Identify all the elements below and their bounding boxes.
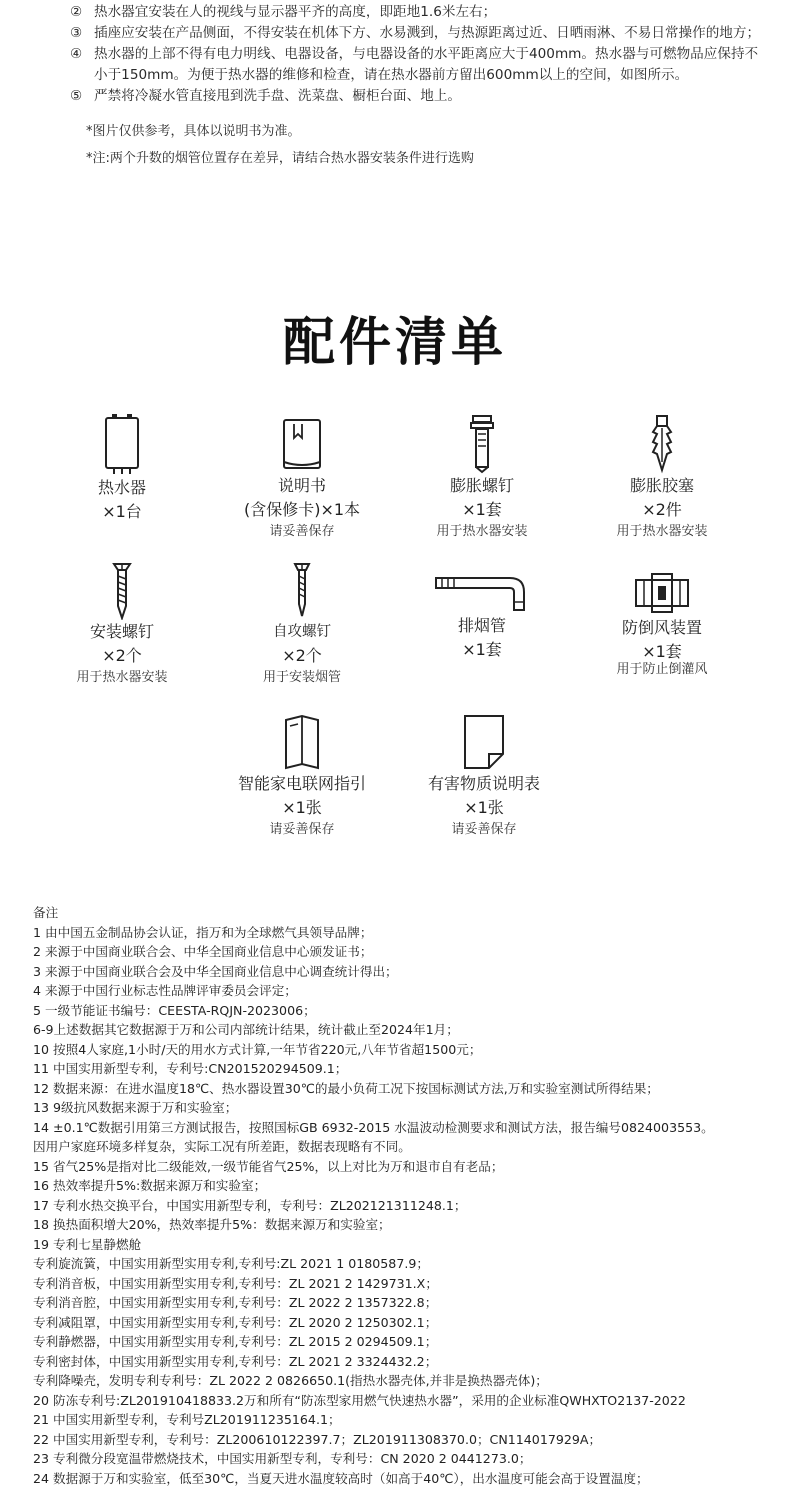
accessory-qty: ×2个 — [102, 646, 142, 665]
accessory-smart-guide — [212, 712, 392, 840]
guide-booklet-icon — [282, 712, 322, 772]
remark-line: 专利旋流簧，中国实用新型实用专利,专利号:ZL 2021 1 0180587.9； — [33, 1256, 429, 1271]
section-title: 配件清单 — [282, 313, 507, 373]
accessory-qty: ×1张 — [464, 798, 504, 817]
accessory-hazard-table — [394, 712, 574, 840]
remark-line: 专利静燃器，中国实用新型实用专利,专利号：ZL 2015 2 0294509.1； — [33, 1334, 438, 1349]
accessory-name: 膨胀胶塞 — [629, 476, 694, 495]
accessory-name: 说明书 — [277, 476, 326, 495]
remark-line: 16 热效率提升5%:数据来源万和实验室； — [33, 1178, 267, 1193]
note-text: 热水器宜安装在人的视线与显示器平齐的高度，即距地1.6米左右； — [94, 4, 497, 20]
anti-backdraft-icon — [632, 572, 692, 616]
accessory-qty: ×1套 — [462, 640, 502, 659]
exhaust-pipe-icon — [434, 574, 530, 614]
note-text: 插座应安装在产品侧面，不得安装在机体下方、水易溅到，与热源距离过近、日晒雨淋、不易日常操作的地方； — [94, 25, 761, 41]
accessory-note: 用于热水器安装 — [436, 524, 528, 539]
accessory-manual — [212, 416, 392, 542]
install-note — [70, 44, 770, 86]
note-number: ④ — [70, 46, 83, 62]
remark-line: 5 一级节能证书编号：CEESTA-RQJN-2023006； — [33, 1002, 316, 1018]
wall-plug-icon — [650, 414, 674, 474]
note-number: ⑤ — [70, 88, 83, 104]
accessory-name-extra: (含保修卡)×1本 — [243, 500, 361, 519]
disclaimer-flue: *注:两个升数的烟管位置存在差异，请结合热水器安装条件进行选购 — [86, 151, 474, 166]
accessory-qty: ×1张 — [282, 798, 322, 817]
remark-line: 21 中国实用新型专利，专利号ZL201911235164.1； — [33, 1412, 341, 1427]
self-tapping-screw-icon — [292, 560, 312, 620]
accessory-qty: ×1台 — [102, 502, 142, 521]
accessory-name: 有害物质说明表 — [427, 774, 540, 793]
disclaimer-image: *图片仅供参考，具体以说明书为准。 — [86, 124, 301, 139]
install-note — [70, 23, 770, 44]
remark-line: 10 按照4人家庭,1小时/天的用水方式计算,一年节省220元,八年节省超1500元； — [33, 1041, 482, 1057]
remark-line: 20 防冻专利号:ZL201910418833.2万和所有“防冻型家用燃气快速热水器”，采用的企业标准QWHXTO2137-2022 — [33, 1392, 686, 1408]
remark-line: 专利消音板，中国实用新型实用专利,专利号：ZL 2021 2 1429731.X； — [33, 1275, 438, 1291]
accessory-name: 智能家电联网指引 — [237, 774, 366, 793]
remark-line: 18 换热面积增大20%，热效率提升5%：数据来源万和实验室； — [33, 1217, 391, 1232]
remark-line: 12 数据来源：在进水温度18℃、热水器设置30℃的最小负荷工况下按国标测试方法,万和实验室测试所得结果； — [33, 1080, 659, 1096]
accessory-wall-plug — [572, 414, 752, 542]
accessory-note: 请妥善保存 — [269, 524, 335, 539]
water-heater-icon — [102, 412, 142, 476]
remark-line: 23 专利微分段宽温带燃烧技术，中国实用新型专利，专利号：CN 2020 2 0441273.0； — [33, 1451, 532, 1466]
remark-line: 1 由中国五金制品协会认证，指万和为全球燃气具领导品牌； — [33, 924, 373, 940]
remark-line: 15 省气25%是指对比二级能效,一级节能省气25%，以上对比为万和退市自有老品； — [33, 1158, 504, 1174]
remark-line: 22 中国实用新型专利，专利号：ZL200610122397.7；ZL201911308370.0；CN114017929A； — [33, 1431, 602, 1447]
remarks-heading: 备注 — [33, 905, 59, 920]
remark-line: 2 来源于中国商业联合会、中华全国商业信息中心颁发证书； — [33, 944, 373, 959]
accessory-note: 请妥善保存 — [451, 822, 517, 837]
note-number: ② — [70, 4, 83, 20]
note-text: 热水器的上部不得有电力明线、电器设备，与电器设备的水平距离应大于400mm。热水器与可燃物品应保持不小于150mm。为便于热水器的维修和检查，请在热水器前方留出600mm以上的空间，如图所示。 — [94, 46, 759, 83]
install-notes — [70, 2, 770, 169]
remark-line: 专利密封体，中国实用新型实用专利,专利号：ZL 2021 2 3324432.2； — [33, 1353, 438, 1369]
remark-line: 6-9上述数据其它数据源于万和公司内部统计结果，统计截止至2024年1月； — [33, 1022, 459, 1037]
accessory-name: 自攻螺钉 — [273, 624, 331, 640]
remark-line: 17 专利水热交换平台，中国实用新型专利，专利号：ZL202121311248.1； — [33, 1197, 467, 1213]
remarks-section — [33, 903, 773, 1488]
accessory-self-tapping-screw — [212, 560, 392, 688]
remark-line: 4 来源于中国行业标志性品牌评审委员会评定； — [33, 983, 297, 998]
accessory-name: 排烟管 — [457, 616, 506, 635]
accessory-note: 用于热水器安装 — [76, 670, 168, 685]
install-note — [70, 86, 770, 107]
note-number: ③ — [70, 25, 83, 41]
expansion-bolt-icon — [469, 414, 495, 474]
document-sheet-icon — [461, 712, 507, 772]
accessory-name: 热水器 — [97, 478, 146, 497]
accessory-water-heater — [32, 412, 212, 524]
accessory-qty: ×2件 — [642, 500, 682, 519]
remark-line: 13 9级抗风数据来源于万和实验室； — [33, 1100, 238, 1115]
manual-book-icon — [280, 416, 324, 474]
remark-line: 专利消音腔，中国实用新型实用专利,专利号：ZL 2022 2 1357322.8； — [33, 1295, 438, 1310]
remark-line: 专利降噪壳，发明专利专利号：ZL 2022 2 0826650.1(指热水器壳体,并非是换热器壳体)； — [33, 1373, 548, 1388]
accessory-exhaust-pipe — [392, 574, 572, 662]
remark-line: 因用户家庭环境多样复杂，实际工况有所差距，数据表现略有不同。 — [33, 1139, 411, 1154]
accessory-expansion-bolt — [392, 414, 572, 542]
accessory-qty: ×1套 — [462, 500, 502, 519]
accessory-note: 用于防止倒灌风 — [616, 662, 708, 677]
accessory-qty: ×1套 — [642, 642, 682, 661]
remark-line: 11 中国实用新型专利，专利号:CN201520294509.1； — [33, 1061, 348, 1076]
install-note — [70, 2, 770, 23]
accessory-anti-backdraft — [572, 572, 752, 680]
accessory-note: 用于热水器安装 — [616, 524, 708, 539]
note-text: 严禁将冷凝水管直接甩到洗手盘、洗菜盘、橱柜台面、地上。 — [94, 88, 462, 104]
accessory-name: 防倒风装置 — [621, 618, 702, 637]
remark-line: 14 ±0.1℃数据引用第三方测试报告，按照国标GB 6932-2015 水温波动检测要求和测试方法，报告编号0824003553。 — [33, 1119, 714, 1135]
accessory-qty: ×2个 — [282, 646, 322, 665]
accessory-name: 膨胀螺钉 — [449, 476, 514, 495]
remark-line: 19 专利七星静燃舱 — [33, 1236, 142, 1252]
mounting-screw-icon — [112, 560, 132, 620]
remark-line: 专利减阻罩，中国实用新型实用专利,专利号：ZL 2020 2 1250302.1； — [33, 1314, 438, 1330]
accessory-mounting-screw — [32, 560, 212, 688]
accessory-note: 用于安装烟管 — [262, 670, 341, 685]
remark-line: 3 来源于中国商业联合会及中华全国商业信息中心调查统计得出； — [33, 963, 398, 979]
remark-line: 24 数据源于万和实验室，低至30℃，当夏天进水温度较高时（如高于40℃），出水温度可能会高于设置温度； — [33, 1470, 649, 1486]
accessory-name: 安装螺钉 — [89, 622, 154, 641]
accessory-note: 请妥善保存 — [269, 822, 335, 837]
